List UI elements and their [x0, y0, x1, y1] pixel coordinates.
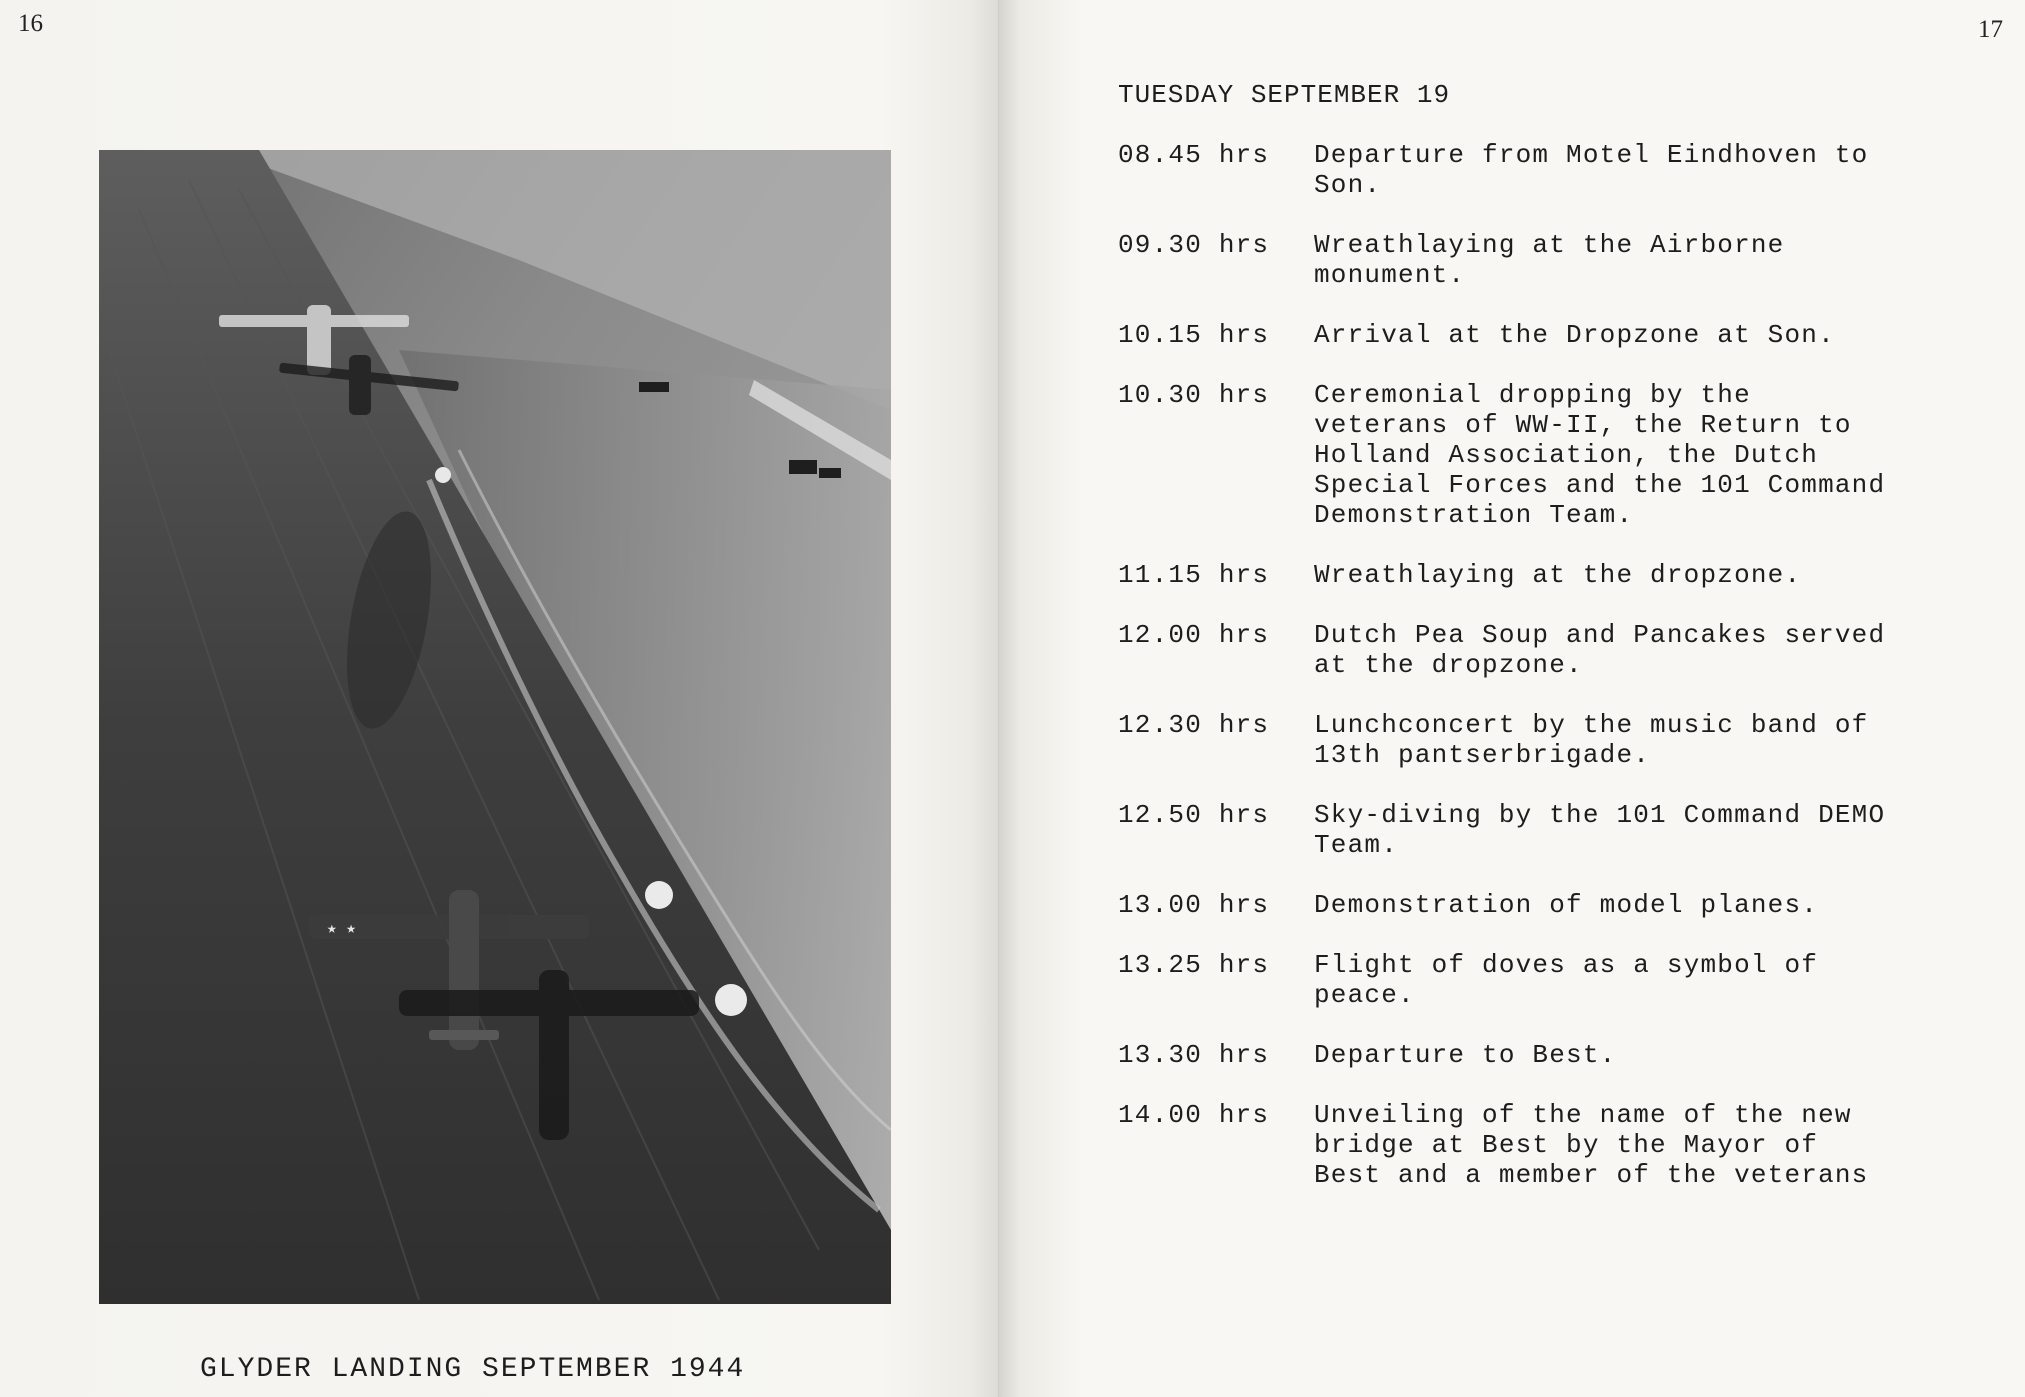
- photo-caption: GLYDER LANDING SEPTEMBER 1944: [200, 1354, 746, 1385]
- schedule-entry: [1118, 1040, 1968, 1070]
- schedule-entry: [1118, 890, 1968, 920]
- schedule-list: [1118, 140, 1968, 1220]
- schedule-entry: [1118, 230, 1968, 290]
- schedule-entry: [1118, 800, 1968, 860]
- schedule-entry: [1118, 140, 1968, 200]
- left-page: [0, 0, 1000, 1397]
- entry-time: 14.00 hrs: [1118, 1100, 1270, 1130]
- schedule-entry: [1118, 950, 1968, 1010]
- schedule-entry: [1118, 320, 1968, 350]
- schedule-entry: [1118, 710, 1968, 770]
- entry-time: 13.30 hrs: [1118, 1040, 1270, 1070]
- entry-time: 12.00 hrs: [1118, 620, 1270, 650]
- entry-description: Departure from Motel Eindhoven to Son.: [1314, 140, 1869, 200]
- photo-illustration: [99, 150, 891, 1304]
- svg-text:★ ★: ★ ★: [327, 920, 356, 938]
- entry-description: Wreathlaying at the dropzone.: [1314, 560, 1802, 590]
- glider-landing-photo: [99, 150, 891, 1304]
- entry-time: 11.15 hrs: [1118, 560, 1270, 590]
- entry-description: Ceremonial dropping by the veterans of WW-II, the Return to Holland Association, the Dutch Special Forces and the 101 Command Demonstration Team.: [1314, 380, 1886, 530]
- entry-time: 12.30 hrs: [1118, 710, 1270, 740]
- entry-time: 08.45 hrs: [1118, 140, 1270, 170]
- entry-description: Dutch Pea Soup and Pancakes served at the dropzone.: [1314, 620, 1886, 680]
- schedule-entry: [1118, 380, 1968, 530]
- schedule-entry: [1118, 620, 1968, 680]
- page-number-right: 17: [1978, 16, 2003, 43]
- entry-time: 10.15 hrs: [1118, 320, 1270, 350]
- entry-description: Departure to Best.: [1314, 1040, 1617, 1070]
- entry-time: 13.00 hrs: [1118, 890, 1270, 920]
- page-number-left: 16: [18, 10, 43, 37]
- entry-description: Wreathlaying at the Airborne monument.: [1314, 230, 1785, 290]
- day-heading: TUESDAY SEPTEMBER 19: [1118, 80, 1451, 110]
- entry-description: Lunchconcert by the music band of 13th pantserbrigade.: [1314, 710, 1869, 770]
- schedule-entry: [1118, 1100, 1968, 1190]
- entry-time: 12.50 hrs: [1118, 800, 1270, 830]
- entry-time: 10.30 hrs: [1118, 380, 1270, 410]
- entry-description: Unveiling of the name of the new bridge at Best by the Mayor of Best and a member of the veterans: [1314, 1100, 1869, 1190]
- schedule-entry: [1118, 560, 1968, 590]
- entry-description: Arrival at the Dropzone at Son.: [1314, 320, 1835, 350]
- entry-description: Demonstration of model planes.: [1314, 890, 1819, 920]
- entry-description: Sky-diving by the 101 Command DEMO Team.: [1314, 800, 1886, 860]
- entry-description: Flight of doves as a symbol of peace.: [1314, 950, 1819, 1010]
- entry-time: 13.25 hrs: [1118, 950, 1270, 980]
- entry-time: 09.30 hrs: [1118, 230, 1270, 260]
